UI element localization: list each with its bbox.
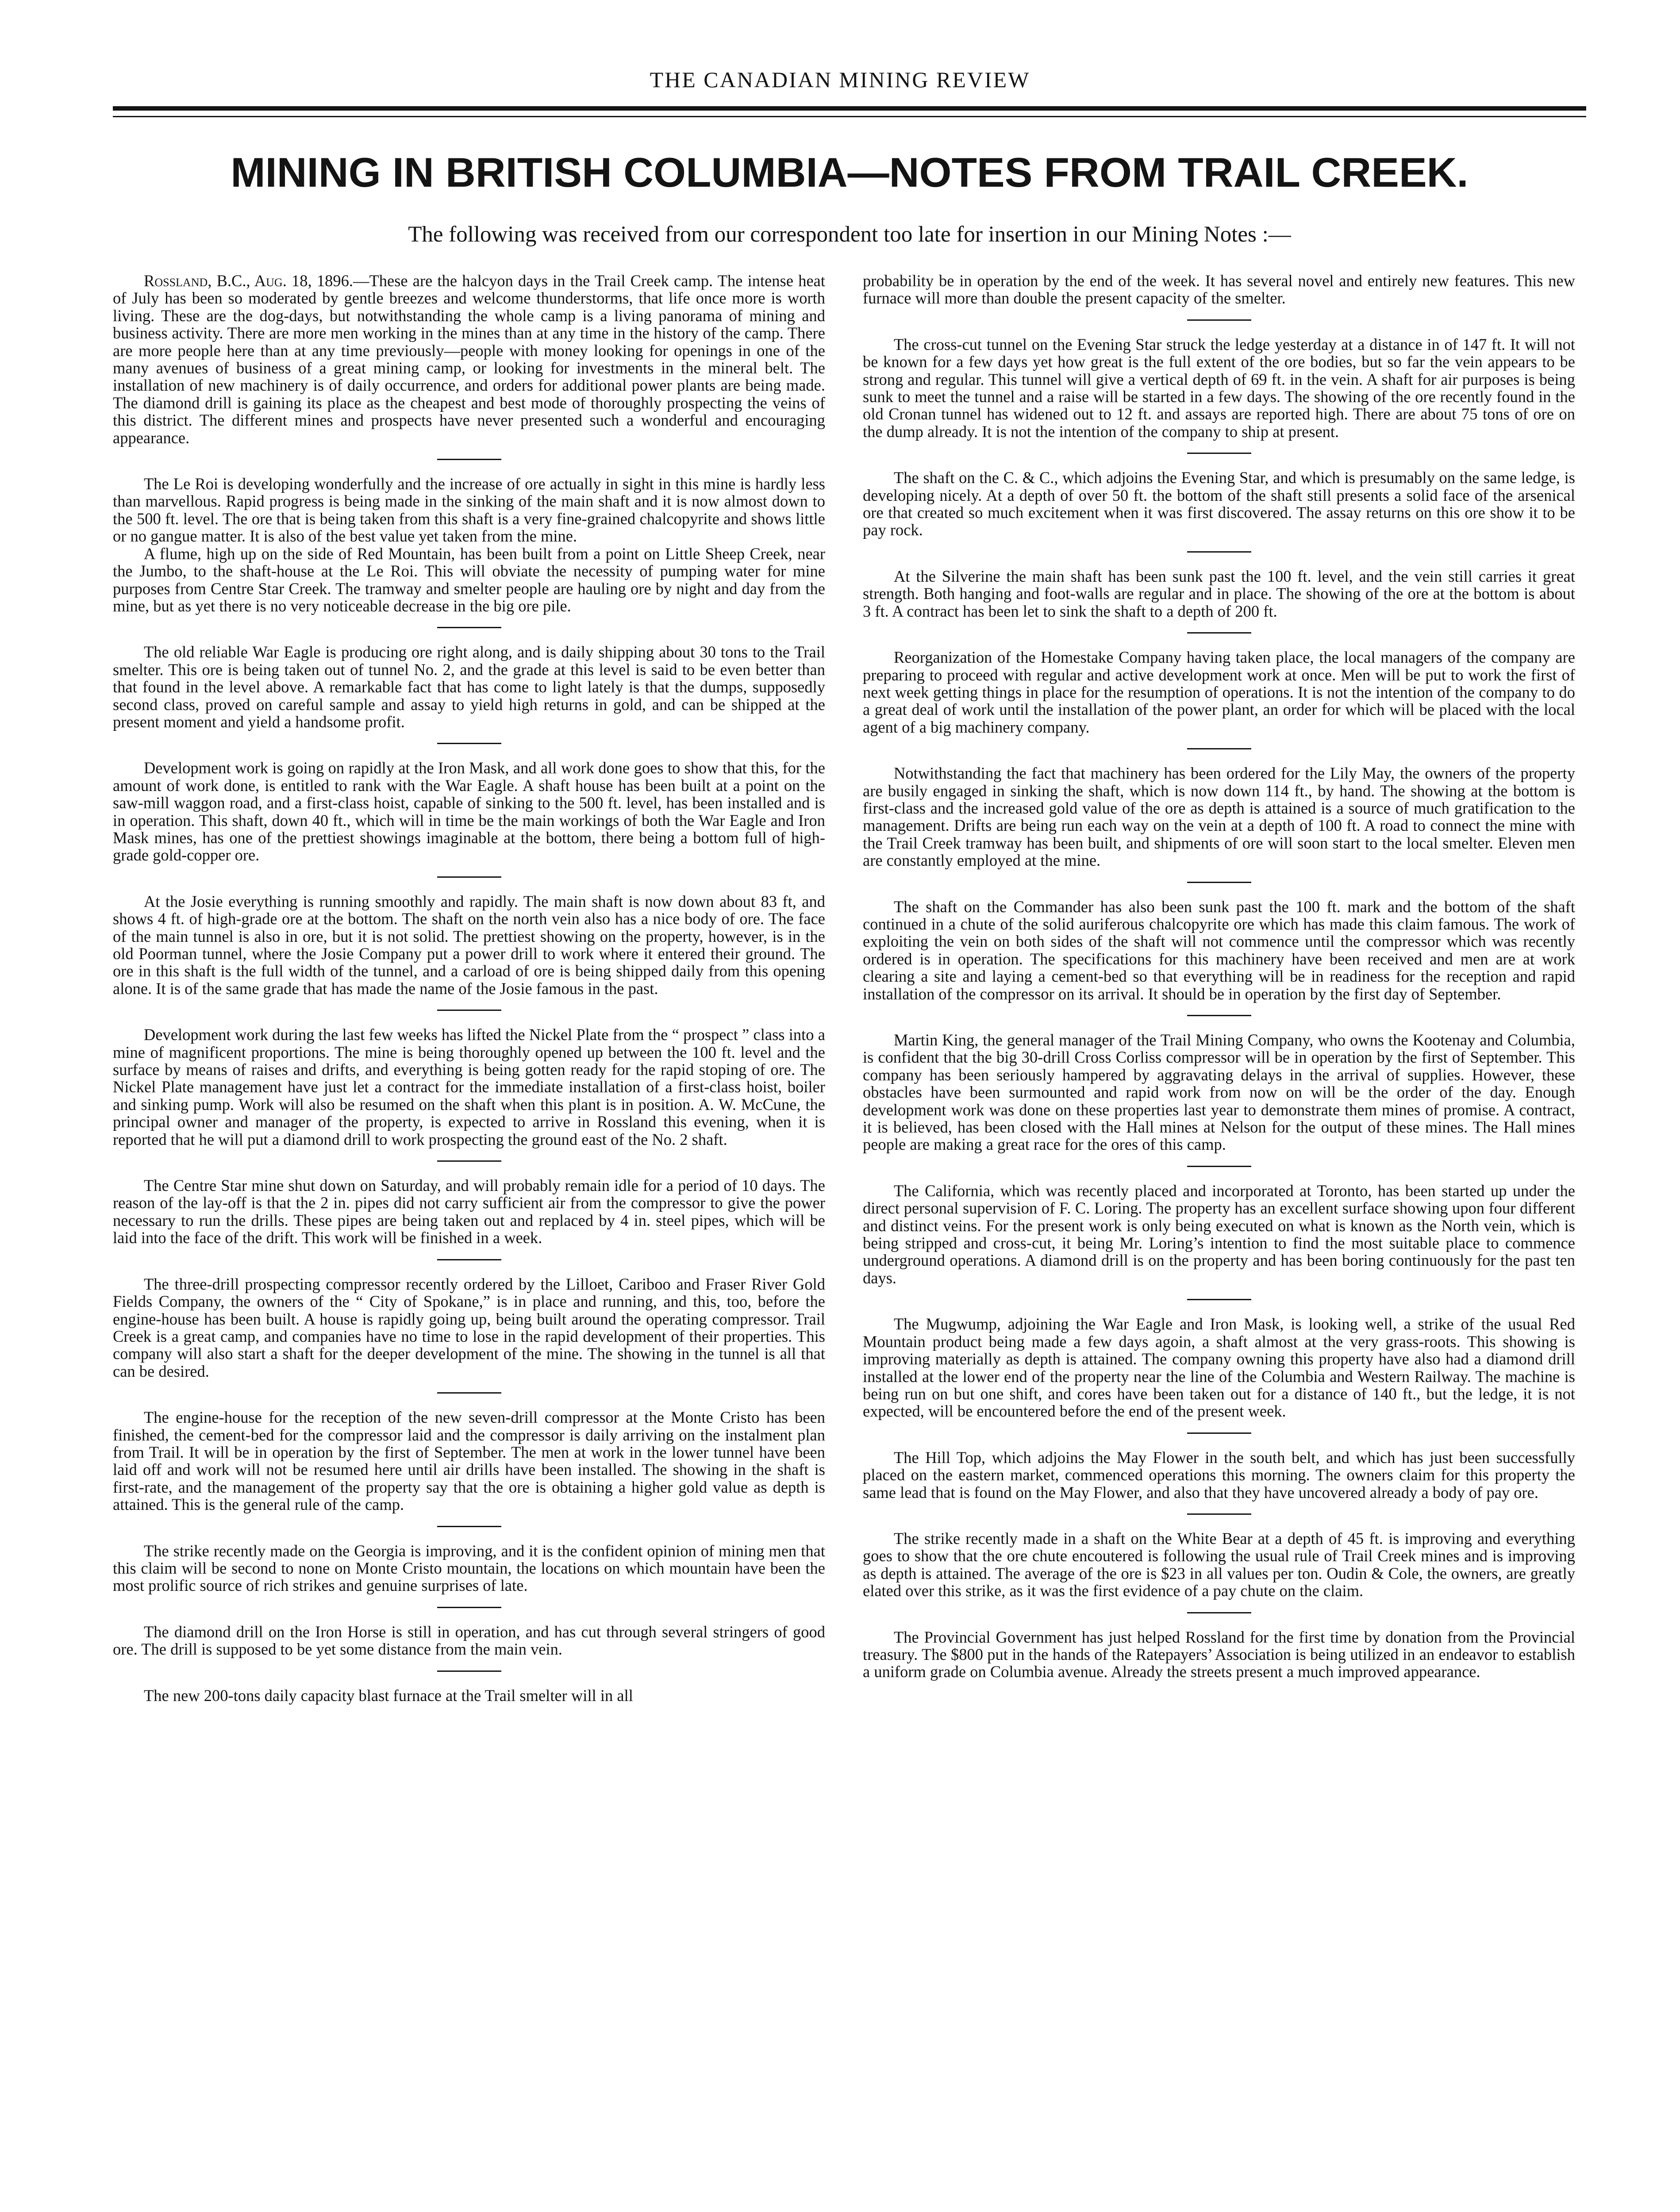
article-paragraph: The strike recently made in a shaft on the White Bear at a depth of 45 ft. is improving and everything goes to show that the ore chute encoutered is following the usual rule of Trail Creek mines and is improving as depth is attained. The average of the ore is $23 in all values per ton. Oudin & Cole, the owners, are greatly elated over this strike, as it was the first evidence of a pay chute on the claim.: [863, 1529, 1575, 1600]
header-rule-thin: [113, 116, 1586, 117]
paragraph-separator: [437, 876, 501, 878]
article-paragraph: The new 200-tons daily capacity blast furnace at the Trail smelter will in all: [144, 1686, 633, 1705]
left-column: [113, 272, 825, 2212]
article-paragraph: Martin King, the general manager of the Trail Mining Company, who owns the Kootenay and Columbia, is confident that the big 30-drill Cross Corliss compressor will be in operation by the first of September. This company has been seriously hampered by aggravating delays in the arrival of supplies. However, these obstacles have been surmounted and rapid work from now on will be the order of the day. Enough development work was done on these properties last year to demonstrate them mines of promise. A contract, it is believed, has been closed with the Hall mines at Nelson for the output of these mines. The Hall mines people are making a great race for the ores of this camp.: [863, 1031, 1575, 1154]
article-paragraph: The old reliable War Eagle is producing ore right along, and is daily shipping about 30 tons to the Trail smelter. This ore is being taken out of tunnel No. 2, and the grade at this level is said to be even better than that found in the level above. A remarkable fact that has come to light lately is that the dumps, supposedly second class, proved on careful sample and assay to yield high returns in gold, and can be shipped at the present moment and yield a handsome profit.: [113, 643, 825, 731]
article-subhead: The following was received from our correspondent too late for insertion in our Mining Notes :—: [408, 222, 1291, 247]
article-paragraph: Notwithstanding the fact that machinery has been ordered for the Lily May, the owners of the property are busily engaged in sinking the shaft, which is now down 114 ft., by hand. The showing at the bottom is first-class and the increased gold value of the ore as depth is attained is a source of much gratification to the management. Drifts are being run each way on the vein at a depth of 100 ft. A road to connect the mine with the Trail Creek tramway has been built, and shipments of ore will soon start to the local smelter. Eleven men are constantly employed at the mine.: [863, 764, 1575, 870]
running-head: THE CANADIAN MINING REVIEW: [650, 67, 1030, 92]
article-paragraph: The Centre Star mine shut down on Saturday, and will probably remain idle for a period of 10 days. The reason of the lay-off is that the 2 in. pipes did not carry sufficient air from the compressor to give the power necessary to run the drills. These pipes are being taken out and replaced by 4 in. steel pipes, which will be laid into the face of the drift. This work will be finished in a week.: [113, 1176, 825, 1247]
paragraph-separator: [1187, 1513, 1251, 1515]
article-paragraph: The diamond drill on the Iron Horse is still in operation, and has cut through several stringers of good ore. The drill is supposed to be yet some distance from the main vein.: [113, 1622, 825, 1659]
paragraph-separator: [1187, 632, 1251, 634]
article-paragraph: At the Josie everything is running smoothly and rapidly. The main shaft is now down about 83 ft, and shows 4 ft. of high-grade ore at the bottom. The shaft on the north vein also has a nice body of ore. The face of the main tunnel is also in ore, but it is not solid. The prettiest showing on the property, however, is in the old Poorman tunnel, where the Josie Company put a power drill to work where it entered their ground. The ore in this shaft is the full width of the tunnel, and a carload of ore is being shipped daily from this opening alone. It is of the same grade that has made the name of the Josie famous in the past.: [113, 892, 825, 998]
paragraph-separator: [437, 1526, 501, 1527]
paragraph-separator: [437, 743, 501, 744]
paragraph-separator: [1187, 551, 1251, 553]
right-column: [863, 272, 1575, 2212]
article-paragraph: probability be in operation by the end of the week. It has several novel and entirely new features. This new furnace will more than double the present capacity of the smelter.: [863, 272, 1575, 307]
paragraph-separator: [437, 1010, 501, 1011]
paragraph-separator: [437, 1671, 501, 1672]
paragraph-separator: [1187, 882, 1251, 883]
paragraph-separator: [437, 1160, 501, 1162]
paragraph-text: —These are the halcyon days in the Trail Creek camp. The intense heat of July has been so moderated by gentle breezes and welcome thunderstorms, that life once more is worth living. These are the dog-days, but notwithstanding the whole camp is a living panorama of mining and business activity. There are more men working in the mines than at any time in the history of the camp. There are more people here than at any time previously—people with money looking for openings in one of the many avenues of business of a great mining camp, or looking for investments in the mineral belt. The installation of new machinery is of daily occurrence, and orders for additional power plants are being made. The diamond drill is gaining its place as the cheapest and best mode of thoroughly prospecting the veins of this district. The different mines and prospects have never presented such a wonderful and encouraging appearance.: [113, 272, 825, 447]
article-paragraph: The California, which was recently placed and incorporated at Toronto, has been started up under the direct personal supervision of F. C. Loring. The property has an excellent surface showing upon four different and distinct veins. For the present work is only being executed on what is known as the North vein, which is being stripped and cross-cut, it being Mr. Loring’s intention to find the most suitable place to commence underground operations. A diamond drill is on the property and has been boring continuously for the past ten days.: [863, 1181, 1575, 1287]
paragraph-separator: [437, 1259, 501, 1260]
paragraph-separator: [1187, 1166, 1251, 1167]
paragraph-separator: [1187, 1432, 1251, 1434]
paragraph-separator: [1187, 1015, 1251, 1016]
article-paragraph: The Mugwump, adjoining the War Eagle and Iron Mask, is looking well, a strike of the usual Red Mountain product being made a few days agoin, a shaft almost at the very grass-roots. This showing is improving materially as depth is attained. The company owning this property have also had a diamond drill installed at the lower end of the property near the line of the Columbia and Western Railway. The machine is being run on but one shift, and cores have been taken out for a distance of 140 ft., but the ledge, it is not expected, will be encountered before the end of the present week.: [863, 1315, 1575, 1421]
paragraph-separator: [1187, 748, 1251, 749]
article-paragraph: [113, 272, 825, 446]
article-paragraph: Development work during the last few weeks has lifted the Nickel Plate from the “ prospect ” class into a mine of magnificent proportions. The mine is being thoroughly opened up between the 100 ft. level and the surface by means of raises and drifts, and everything is being gotten ready for the rapid stoping of ore. The Nickel Plate management have just let a contract for the immediate installation of a first-class hoist, boiler and sinking pump. Work will also be resumed on the shaft when this plant is in position. A. W. McCune, the principal owner and manager of the property, is expected to arrive in Rossland this evening, when it is reported that he will put a diamond drill to work prospecting the ground east of the No. 2 shaft.: [113, 1025, 825, 1148]
article-paragraph: The strike recently made on the Georgia is improving, and it is the confident opinion of mining men that this claim will be second to none on Monte Cristo mountain, the locations on which mountain have been the most prolific source of rich strikes and genuine surprises of late.: [113, 1541, 825, 1595]
paragraph-separator: [437, 1607, 501, 1608]
paragraph-separator: [1187, 1299, 1251, 1300]
paragraph-separator: [1187, 1612, 1251, 1613]
paragraph-separator: [437, 1392, 501, 1394]
paragraph-separator: [1187, 319, 1251, 321]
paragraph-separator: [437, 627, 501, 628]
dateline: Rossland, B.C., Aug. 18, 1896.: [144, 272, 353, 290]
article-paragraph: The shaft on the Commander has also been sunk past the 100 ft. mark and the bottom of the shaft continued in a chute of the solid auriferous chalcopyrite ore which has made this claim famous. The work of exploiting the vein on both sides of the shaft will not commence until the compressor which was recently ordered is in operation. The specifications for this machinery have been received and men are at work clearing a site and laying a cement-bed so that everything will be in readiness for the reception and rapid installation of the compressor on its arrival. It should be in operation by the first day of September.: [863, 897, 1575, 1003]
article-paragraph: The cross-cut tunnel on the Evening Star struck the ledge yesterday at a distance in of 147 ft. It will not be known for a few days yet how great is the full extent of the ore bodies, but so far the vein appears to be strong and regular. This tunnel will give a vertical depth of 69 ft. in the vein. A shaft for air purposes is being sunk to meet the tunnel and a raise will be started in a few days. The showing of the ore recently found in the old Cronan tunnel has widened out to 12 ft. and assays are reported high. There are about 75 tons of ore on the dump already. It is not the intention of the company to ship at present.: [863, 335, 1575, 441]
article-paragraph: A flume, high up on the side of Red Mountain, has been built from a point on Little Sheep Creek, near the Jumbo, to the shaft-house at the Le Roi. This will obviate the necessity of pumping water for mine purposes from Centre Star Creek. The tramway and smelter people are hauling ore by night and day from the mine, but as yet there is no very noticeable decrease in the big ore pile.: [113, 544, 825, 615]
article-paragraph: Development work is going on rapidly at the Iron Mask, and all work done goes to show that this, for the amount of work done, is entitled to rank with the War Eagle. A shaft house has been built at a point on the saw-mill waggon road, and a first-class hoist, capable of sinking to the 500 ft. level, has been installed and is in operation. This shaft, down 40 ft., which will in time be the main workings of both the War Eagle and Iron Mask mines, has one of the prettiest showings imaginable at the bottom, there being a bottom full of high-grade gold-copper ore.: [113, 759, 825, 864]
article-paragraph: Reorganization of the Homestake Company having taken place, the local managers of the company are preparing to proceed with regular and active development work at once. Men will be put to work the first of next week getting things in place for the resumption of operations. It is not the intention of the company to do a great deal of work until the installation of the power plant, an order for which will be placed with the local agent of a big machinery company.: [863, 648, 1575, 736]
article-paragraph: The Hill Top, which adjoins the May Flower in the south belt, and which has just been successfully placed on the eastern market, commenced operations this morning. The owners claim for this property the same lead that is found on the May Flower, and also that they have uncovered already a body of pay ore.: [863, 1448, 1575, 1502]
header-rule-thick: [113, 106, 1586, 111]
article-headline: MINING IN BRITISH COLUMBIA—NOTES FROM TRAIL CREEK.: [231, 149, 1469, 196]
article-paragraph: The three-drill prospecting compressor recently ordered by the Lilloet, Cariboo and Fraser River Gold Fields Company, the owners of the “ City of Spokane,” is in place and running, and this, too, before the engine-house has been built. A house is rapidly going up, being built around the operating compressor. Trail Creek is a great camp, and companies have no time to lose in the rapid development of their properties. This company will also start a shaft for the deeper development of the mine. The showing in the tunnel is all that can be desired.: [113, 1275, 825, 1380]
article-paragraph: The shaft on the C. & C., which adjoins the Evening Star, and which is presumably on the same ledge, is developing nicely. At a depth of over 50 ft. the bottom of the shaft still presents a solid face of the arsenical ore that created so much excitement when it was first discovered. The assay returns on this ore show it to be pay rock.: [863, 469, 1575, 539]
article-paragraph: The Provincial Government has just helped Rossland for the first time by donation from the Provincial treasury. The $800 put in the hands of the Ratepayers’ Association is being utilized in an endeavor to establish a uniform grade on Columbia avenue. Already the streets present a much improved appearance.: [863, 1628, 1575, 1681]
article-paragraph: At the Silverine the main shaft has been sunk past the 100 ft. level, and the vein still carries it great strength. Both hanging and foot-walls are regular and in place. The showing of the ore at the bottom is about 3 ft. A contract has been let to sink the shaft to a depth of 200 ft.: [863, 567, 1575, 620]
article-paragraph: The engine-house for the reception of the new seven-drill compressor at the Monte Cristo has been finished, the cement-bed for the compressor laid and the compressor is daily arriving on the instalment plan from Trail. It will be in operation by the first of September. The men at work in the lower tunnel have been laid off and work will not be resumed here until air drills have been installed. The showing in the shaft is first-rate, and the management of the property say that the ore is obtaining a higher gold value as depth is attained. This is the general rule of the camp.: [113, 1408, 825, 1514]
paragraph-separator: [437, 459, 501, 460]
article-paragraph: The Le Roi is developing wonderfully and the increase of ore actually in sight in this mine is hardly less than marvellous. Rapid progress is being made in the sinking of the main shaft and it is now almost down to the 500 ft. level. The ore that is being taken from this shaft is a very fine-grained chalcopyrite and shows little or no gangue matter. It is also of the best value yet taken from the mine.: [113, 475, 825, 545]
paragraph-separator: [1187, 453, 1251, 454]
